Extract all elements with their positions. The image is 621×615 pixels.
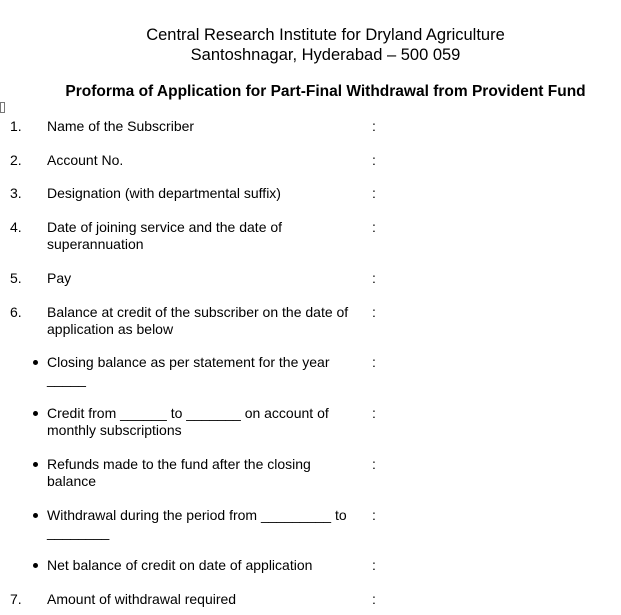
- item-number: 3.: [10, 185, 22, 201]
- bullet-icon: [33, 462, 38, 467]
- item-colon: :: [372, 304, 376, 320]
- bullet-icon: [33, 513, 38, 518]
- item-label: Credit from ______ to _______ on account of monthly subscriptions: [47, 405, 329, 438]
- bullet-icon: [33, 360, 38, 365]
- item-colon: :: [372, 507, 376, 523]
- item-label: Date of joining service and the date of superannuation: [47, 219, 283, 252]
- item-label: Balance at credit of the subscriber on the date of application as below: [47, 304, 349, 337]
- item-number: 2.: [10, 152, 22, 168]
- item-colon: :: [372, 219, 376, 235]
- item-colon: :: [372, 118, 376, 134]
- item-number: 5.: [10, 270, 22, 286]
- form-title: Proforma of Application for Part-Final Withdrawal from Provident Fund: [65, 83, 586, 100]
- anchor-marker: [0, 102, 5, 113]
- item-number: 6.: [10, 304, 22, 320]
- item-label: Refunds made to the fund after the closing balance: [47, 456, 311, 489]
- bullet-icon: [33, 411, 38, 416]
- item-colon: :: [372, 557, 376, 573]
- item-colon: :: [372, 456, 376, 472]
- item-label: Amount of withdrawal required: [47, 591, 237, 607]
- item-colon: :: [372, 270, 376, 286]
- institute-address: Santoshnagar, Hyderabad – 500 059: [190, 46, 461, 64]
- institute-name: Central Research Institute for Dryland Agriculture: [146, 26, 505, 44]
- item-number: 7.: [10, 591, 22, 607]
- item-colon: :: [372, 185, 376, 201]
- item-label: Account No.: [47, 152, 124, 168]
- item-label: Closing balance as per statement for the year _____: [47, 354, 330, 387]
- bullet-icon: [33, 563, 38, 568]
- item-colon: :: [372, 405, 376, 421]
- item-colon: :: [372, 591, 376, 607]
- item-label: Withdrawal during the period from _________ to ________: [47, 507, 347, 540]
- item-label: Net balance of credit on date of application: [47, 557, 313, 573]
- item-label: Name of the Subscriber: [47, 118, 195, 134]
- item-label: Pay: [47, 270, 72, 286]
- item-number: 1.: [10, 118, 22, 134]
- item-colon: :: [372, 354, 376, 370]
- item-colon: :: [372, 152, 376, 168]
- item-label: Designation (with departmental suffix): [47, 185, 281, 201]
- item-number: 4.: [10, 219, 22, 235]
